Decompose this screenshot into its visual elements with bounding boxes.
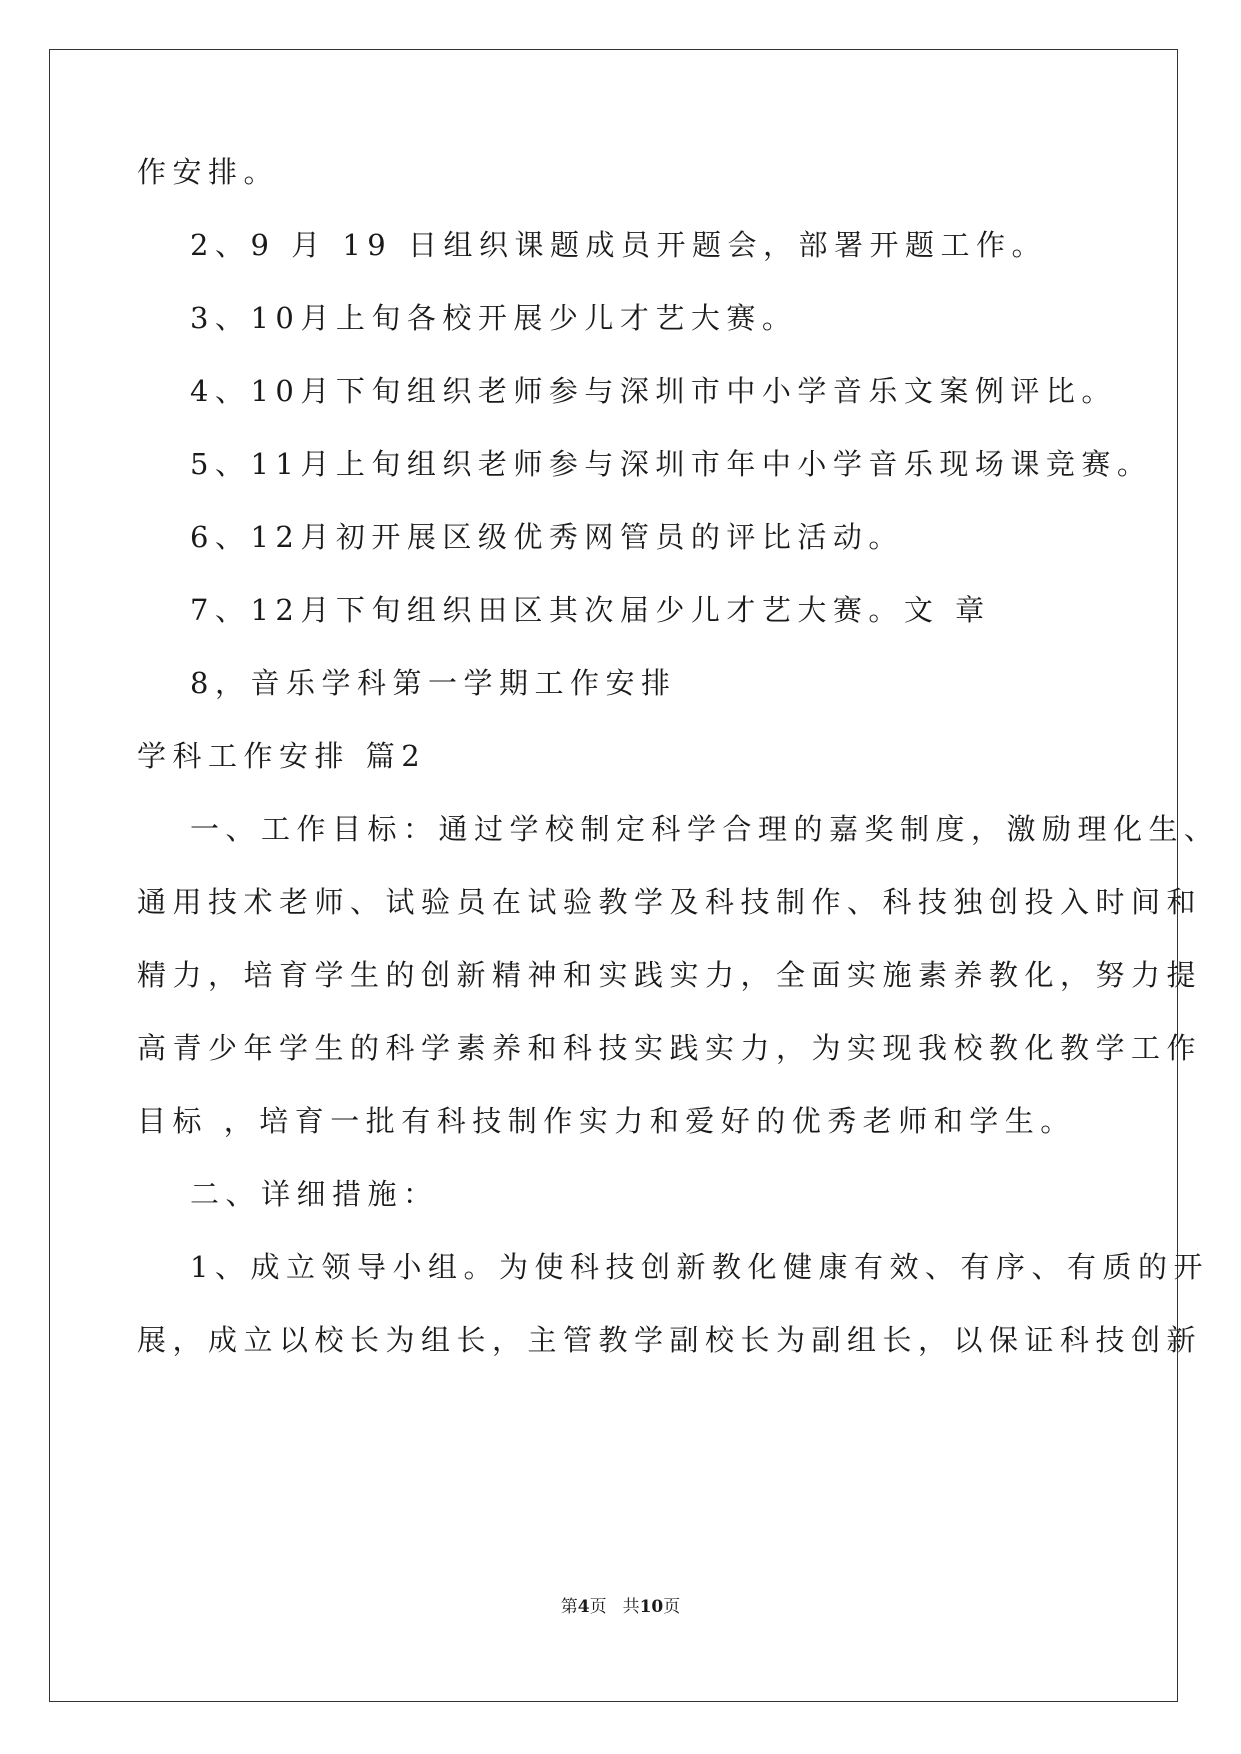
text-line: 作安排。 — [137, 155, 280, 189]
text-line: 二、详细措施： — [190, 1177, 439, 1211]
page-total: 10 — [639, 1597, 664, 1617]
page-border — [49, 49, 1178, 1702]
section-heading: 学科工作安排 篇2 — [137, 739, 427, 773]
text-line: 目标 ，培育一批有科技制作实力和爱好的优秀老师和学生。 — [137, 1104, 1076, 1138]
text-line: 精力，培育学生的创新精神和实践实力，全面实施素养教化，努力提 — [137, 958, 1203, 992]
page-number: 4 — [577, 1597, 590, 1617]
text-line: 5、11月上旬组织老师参与深圳市年中小学音乐现场课竞赛。 — [190, 447, 1153, 481]
page-prefix: 第 — [560, 1597, 578, 1617]
text-line: 1、成立领导小组。为使科技创新教化健康有效、有序、有质的开 — [190, 1250, 1209, 1284]
total-prefix: 共 — [622, 1597, 640, 1617]
page-footer — [0, 1595, 1241, 1619]
text-line: 3、10月上旬各校开展少儿才艺大赛。 — [190, 301, 798, 335]
total-suffix: 页 — [663, 1597, 681, 1617]
text-line: 高青少年学生的科学素养和科技实践实力，为实现我校教化教学工作 — [137, 1031, 1203, 1065]
text-line: 通用技术老师、试验员在试验教学及科技制作、科技独创投入时间和 — [137, 885, 1203, 919]
text-line: 4、10月下旬组织老师参与深圳市中小学音乐文案例评比。 — [190, 374, 1117, 408]
text-line: 展，成立以校长为组长，主管教学副校长为副组长，以保证科技创新 — [137, 1323, 1203, 1357]
page-suffix: 页 — [589, 1597, 607, 1617]
text-line: 2、9 月 19 日组织课题成员开题会，部署开题工作。 — [190, 228, 1047, 262]
text-line: 7、12月下旬组织田区其次届少儿才艺大赛。文 章 — [190, 593, 991, 627]
text-line: 8，音乐学科第一学期工作安排 — [190, 666, 677, 700]
text-line: 6、12月初开展区级优秀网管员的评比活动。 — [190, 520, 904, 554]
text-line: 一、工作目标：通过学校制定科学合理的嘉奖制度，激励理化生、 — [190, 812, 1220, 846]
